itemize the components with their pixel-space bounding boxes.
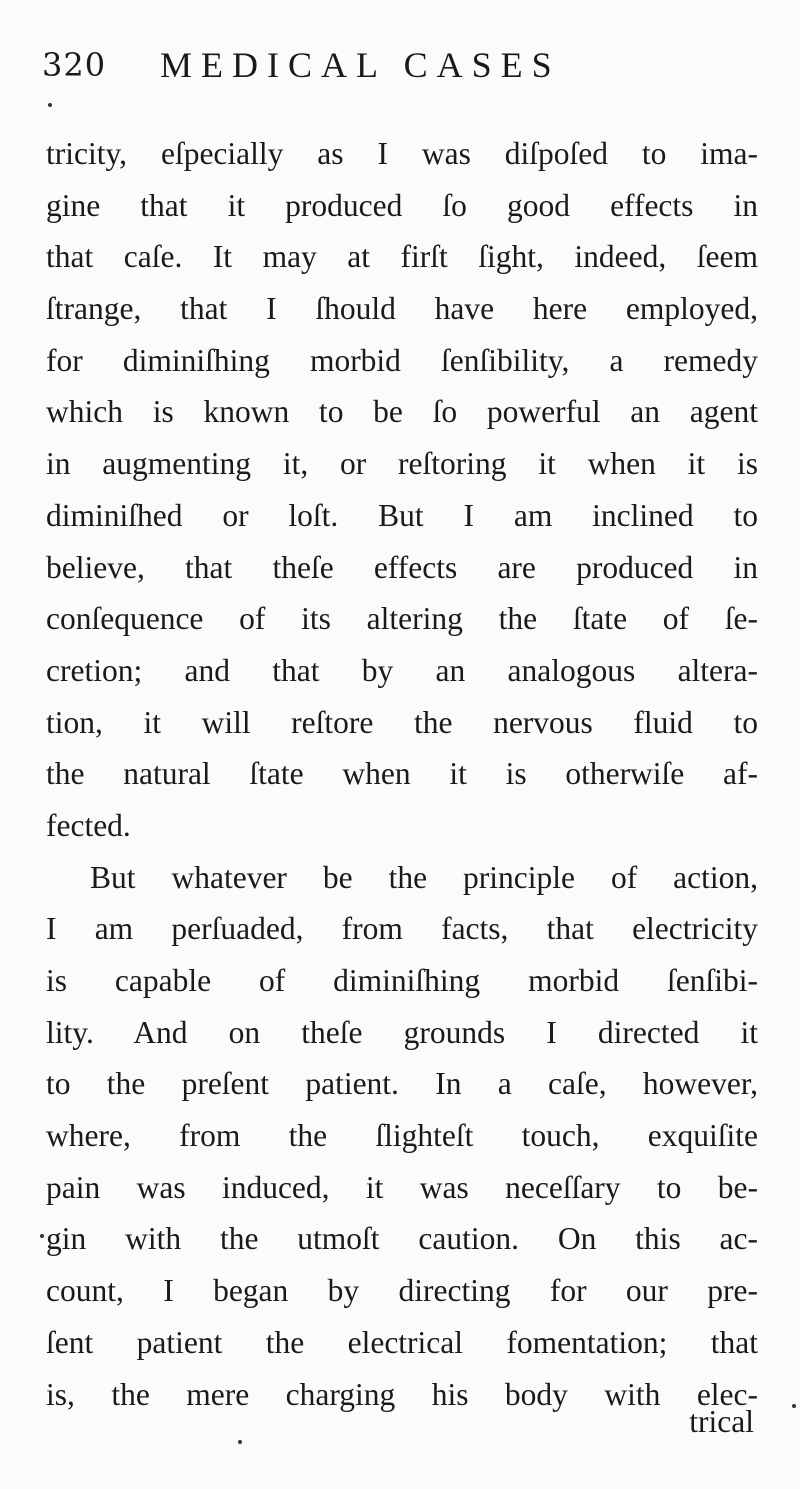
paragraph-start-line: But whatever be the principle of action, bbox=[90, 859, 758, 895]
text-line: ſtrange, that I ſhould have here employed, bbox=[46, 291, 758, 327]
text-line: that caſe. It may at firſt ſight, indeed, ſeem bbox=[46, 239, 758, 275]
text-line: is, the mere charging his body with elec- bbox=[46, 1376, 758, 1412]
text-line: for diminiſhing morbid ſenſibility, a remedy bbox=[46, 342, 758, 378]
text-line: count, I began by directing for our pre- bbox=[46, 1273, 758, 1309]
text-line: lity. And on theſe grounds I directed it bbox=[46, 1014, 758, 1050]
text-line: where, from the ſlighteſt touch, exquiſite bbox=[46, 1118, 758, 1154]
text-line: diminiſhed or loſt. But I am inclined to bbox=[46, 497, 758, 533]
text-line: tion, it will reſtore the nervous fluid to bbox=[46, 704, 758, 740]
catchword: trical bbox=[689, 1404, 754, 1439]
ink-speck bbox=[238, 1440, 242, 1444]
text-line: to the preſent patient. In a caſe, however, bbox=[46, 1066, 758, 1102]
page-header bbox=[42, 40, 762, 100]
text-line: which is known to be ſo powerful an agent bbox=[46, 394, 758, 430]
body-text bbox=[46, 128, 758, 1420]
text-line: I am perſuaded, from facts, that electricity bbox=[46, 911, 758, 947]
text-line: ſent patient the electrical fomentation; that bbox=[46, 1324, 758, 1360]
text-line: is capable of diminiſhing morbid ſenſibi- bbox=[46, 963, 758, 998]
text-line: tricity, eſpecially as I was diſpoſed to ima- bbox=[46, 136, 758, 171]
page-number: 320 bbox=[42, 46, 107, 84]
text-line: believe, that theſe effects are produced in bbox=[46, 549, 758, 585]
text-line: in augmenting it, or reſtoring it when it is bbox=[46, 446, 758, 482]
text-line: gine that it produced ſo good effects in bbox=[46, 187, 758, 223]
text-line: cretion; and that by an analogous altera- bbox=[46, 652, 758, 688]
running-head: MEDICAL CASES bbox=[160, 45, 561, 85]
ink-speck bbox=[40, 1234, 44, 1238]
text-line: conſequence of its altering the ſtate of ſe- bbox=[46, 601, 758, 637]
ink-speck bbox=[48, 103, 52, 107]
text-line: pain was induced, it was neceſſary to be- bbox=[46, 1169, 758, 1205]
text-line: the natural ſtate when it is otherwiſe af- bbox=[46, 756, 758, 792]
ink-speck bbox=[792, 1404, 796, 1408]
paragraph-end-line: fected. bbox=[46, 807, 131, 843]
text-line: gin with the utmoſt caution. On this ac- bbox=[46, 1221, 758, 1257]
